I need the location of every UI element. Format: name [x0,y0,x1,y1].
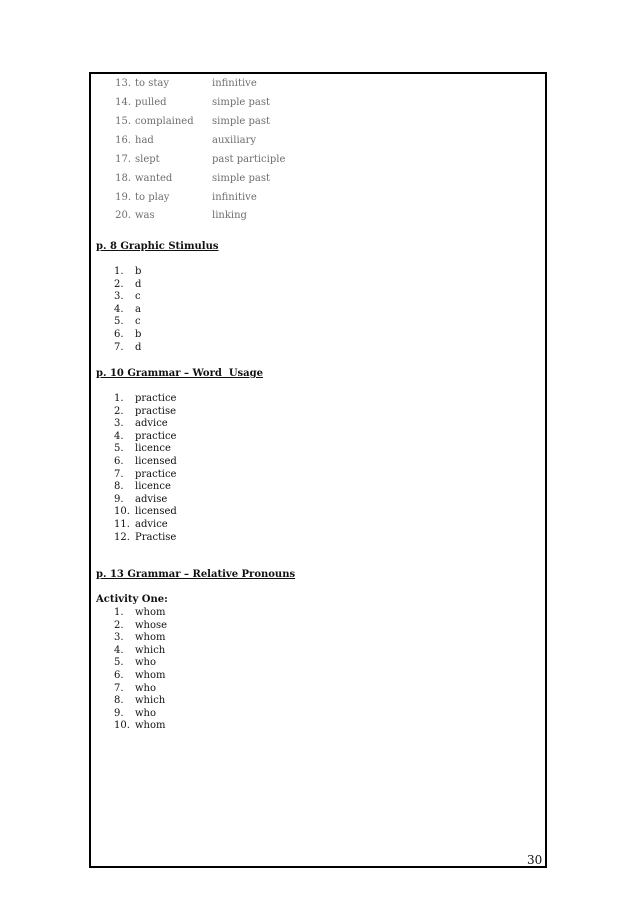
verb-type: infinitive [212,192,257,203]
list-item [114,645,167,658]
row-number: 20. [115,210,131,221]
list-item [114,456,177,469]
list-item [114,670,167,683]
item-answer: practice [135,430,177,442]
item-answer: who [135,707,157,719]
item-answer: d [135,341,142,353]
item-number: 6. [114,455,124,467]
item-number: 7. [114,468,124,480]
item-number: 8. [114,481,124,493]
item-answer: licensed [135,506,177,518]
graphic-stimulus-heading: p. 8 Graphic Stimulus [96,241,219,252]
row-number: 15. [115,116,131,127]
item-answer: licence [135,443,171,455]
list-item [114,481,177,494]
list-item [114,532,177,545]
list-item [114,506,177,519]
row-number: 17. [115,154,131,165]
verb-word: slept [135,154,160,165]
activity-one-label: Activity One: [96,594,168,605]
item-answer: whom [135,669,166,681]
item-number: 1. [114,393,124,404]
list-item [114,443,177,456]
item-number: 6. [114,328,124,340]
word-usage-heading: p. 10 Grammar – Word Usage [96,368,264,379]
verb-type: simple past [212,97,271,108]
item-answer: whose [135,619,168,631]
item-answer: c [135,316,141,328]
word-usage-list [114,393,177,544]
item-answer: who [135,682,157,694]
row-number: 18. [115,173,131,184]
item-answer: practice [135,393,177,404]
list-item [114,519,177,532]
item-number: 3. [114,291,124,303]
item-number: 10. [114,720,130,732]
item-number: 6. [114,669,124,681]
list-item [114,418,177,431]
item-number: 2. [114,278,124,290]
verb-word: to play [135,192,170,203]
item-answer: licence [135,481,171,493]
row-number: 13. [115,78,131,89]
item-number: 4. [114,430,124,442]
list-item [114,291,141,304]
relative-pronouns-heading: p. 13 Grammar – Relative Pronouns [96,569,296,580]
item-number: 9. [114,493,124,505]
relative-pronouns-list [114,607,167,733]
item-number: 4. [114,303,124,315]
item-number: 1. [114,266,124,277]
item-answer: which [135,695,166,707]
row-number: 19. [115,192,131,203]
item-answer: who [135,657,157,669]
verb-word: pulled [135,97,167,108]
verb-type: linking [212,210,247,221]
item-answer: b [135,328,142,340]
item-number: 2. [114,405,124,417]
list-item [114,720,167,733]
item-answer: whom [135,720,166,732]
item-answer: whom [135,632,166,644]
page-number: 30 [527,853,543,867]
list-item [114,683,167,696]
item-answer: which [135,644,166,656]
item-answer: whom [135,607,166,618]
item-answer: practise [135,405,177,417]
verb-type: auxiliary [212,135,257,146]
item-answer: b [135,266,142,277]
list-item [114,469,177,482]
verb-word: complained [135,116,194,127]
item-answer: advise [135,493,168,505]
verb-type: simple past [212,173,271,184]
list-item [114,316,141,329]
list-item [114,607,167,620]
item-number: 5. [114,316,124,328]
list-item [114,266,141,279]
graphic-stimulus-list [114,266,141,354]
verb-type: infinitive [212,78,257,89]
item-answer: advice [135,418,168,430]
list-item [114,620,167,633]
item-number: 10. [114,506,130,518]
item-number: 7. [114,682,124,694]
verb-word: to stay [135,78,169,89]
list-item [114,329,141,342]
item-answer: Practise [135,531,177,543]
item-number: 2. [114,619,124,631]
item-number: 7. [114,341,124,353]
list-item [114,304,141,317]
list-item [114,279,141,292]
list-item [114,494,177,507]
row-number: 16. [115,135,131,146]
item-number: 5. [114,443,124,455]
row-number: 14. [115,97,131,108]
item-number: 3. [114,418,124,430]
list-item [114,632,167,645]
item-number: 4. [114,644,124,656]
item-answer: a [135,303,141,315]
item-number: 11. [114,518,130,530]
list-item [114,657,167,670]
verb-word: was [135,210,155,221]
list-item [114,393,177,406]
item-number: 3. [114,632,124,644]
item-answer: licensed [135,455,177,467]
list-item [114,406,177,419]
item-answer: practice [135,468,177,480]
item-number: 1. [114,607,124,618]
verb-type: simple past [212,116,271,127]
item-number: 8. [114,695,124,707]
list-item [114,342,141,355]
item-answer: c [135,291,141,303]
verb-word: had [135,135,154,146]
item-answer: d [135,278,142,290]
item-answer: advice [135,518,168,530]
verb-word: wanted [135,173,173,184]
list-item [114,695,167,708]
item-number: 9. [114,707,124,719]
list-item [114,431,177,444]
item-number: 5. [114,657,124,669]
list-item [114,708,167,721]
verb-type: past participle [212,154,286,165]
item-number: 12. [114,531,130,543]
